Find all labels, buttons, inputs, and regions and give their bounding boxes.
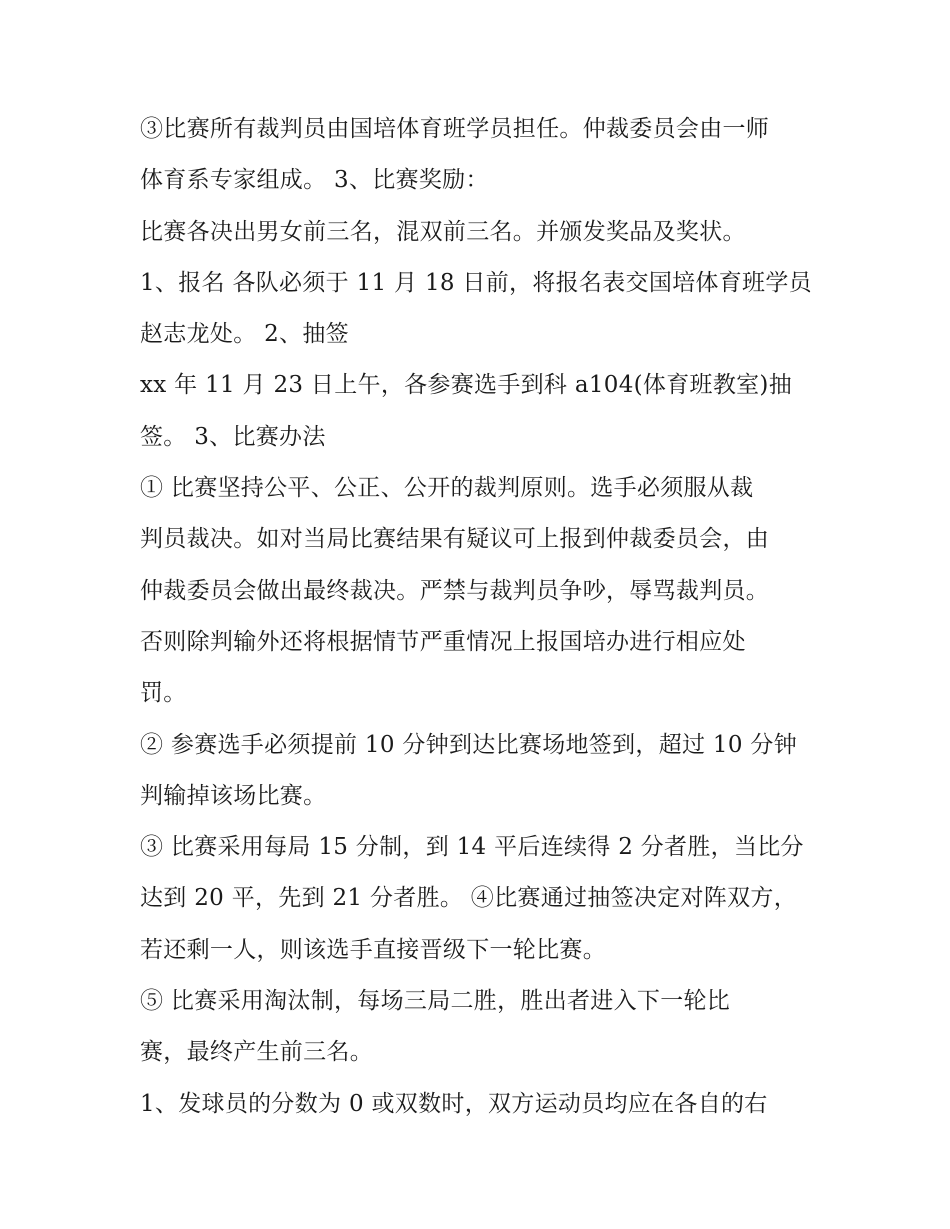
text-line: 判员裁决。如对当局比赛结果有疑议可上报到仲裁委员会，由 — [140, 526, 770, 553]
text-line: xx 年 11 月 23 日上午，各参赛选手到科 a104(体育班教室)抽 — [140, 372, 792, 399]
body-text — [140, 104, 830, 1130]
text-line: ① 比赛坚持公平、公正、公开的裁判原则。选手必须服从裁 — [140, 475, 754, 502]
text-line: 判输掉该场比赛。 — [140, 782, 327, 809]
text-line: 赛，最终产生前三名。 — [140, 1039, 373, 1066]
text-line: 否则除判输外还将根据情节严重情况上报国培办进行相应处 — [140, 628, 746, 655]
text-line: 1、报名 各队必须于 11 月 18 日前，将报名表交国培体育班学员 — [140, 269, 812, 296]
text-line: ③ 比赛采用每局 15 分制，到 14 平后连续得 2 分者胜，当比分 — [140, 834, 804, 861]
text-line: 签。 3、比赛办法 — [140, 423, 326, 450]
text-line: 赵志龙处。 2、抽签 — [140, 321, 349, 348]
text-line: 罚。 — [140, 680, 187, 707]
text-line: 1、发球员的分数为 0 或双数时，双方运动员均应在各自的右 — [140, 1090, 768, 1117]
text-line: 比赛各决出男女前三名，混双前三名。并颁发奖品及奖状。 — [140, 218, 746, 245]
text-line: ② 参赛选手必须提前 10 分钟到达比赛场地签到，超过 10 分钟 — [140, 731, 797, 758]
text-line: 体育系专家组成。 3、比赛奖励： — [140, 167, 489, 194]
text-line: ③比赛所有裁判员由国培体育班学员担任。仲裁委员会由一师 — [140, 116, 770, 142]
text-line: 仲裁委员会做出最终裁决。严禁与裁判员争吵，辱骂裁判员。 — [140, 577, 770, 604]
text-line: ⑤ 比赛采用淘汰制，每场三局二胜，胜出者进入下一轮比 — [140, 988, 731, 1015]
text-line: 达到 20 平，先到 21 分者胜。 ④比赛通过抽签决定对阵双方， — [140, 885, 797, 912]
text-line: 若还剩一人，则该选手直接晋级下一轮比赛。 — [140, 936, 606, 963]
